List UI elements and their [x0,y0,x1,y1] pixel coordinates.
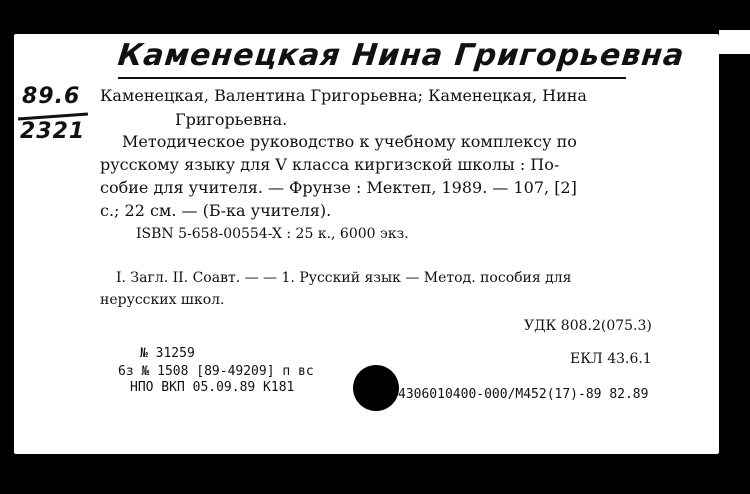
description-line2: русскому языку для V класса киргизской школы : По- [100,155,560,174]
punch-hole [353,365,399,411]
price-code-line: 4306010400-000/М452(17)-89 82.89 [398,387,649,402]
handwritten-call-code: 2321 [20,119,86,144]
ekl-code: ЕКЛ 43.6.1 [570,351,652,367]
description-line3: собие для учителя. — Фрунзе : Мектеп, 1989. — 107, [2] [100,178,577,197]
author-heading-line1: Каменецкая, Валентина Григорьевна; Каменецкая, Нина [100,86,587,105]
printer-info: НПО ВКП 05.09.89 К181 [130,380,295,395]
card-edge [719,30,750,54]
isbn-line: ISBN 5-658-00554-X : 25 к., 6000 экз. [136,226,409,242]
udk-code: УДК 808.2(075.3) [524,318,652,334]
subjects-line2: нерусских школ. [100,292,225,308]
handwritten-author-name: Каменецкая Нина Григорьевна [116,38,687,73]
subjects-line1: I. Загл. II. Соавт. — — 1. Русский язык — Метод. пособия для [116,270,572,286]
handwritten-underline [118,77,626,79]
description-line1: Методическое руководство к учебному комплексу по [122,132,577,151]
description-line4: с.; 22 см. — (Б-ка учителя). [100,201,332,220]
handwritten-class-number: 89.6 [22,84,81,109]
author-heading-line2: Григорьевна. [175,110,288,129]
order-details: 6з № 1508 [89-49209] п вс [118,364,314,379]
order-number: № 31259 [140,346,195,361]
